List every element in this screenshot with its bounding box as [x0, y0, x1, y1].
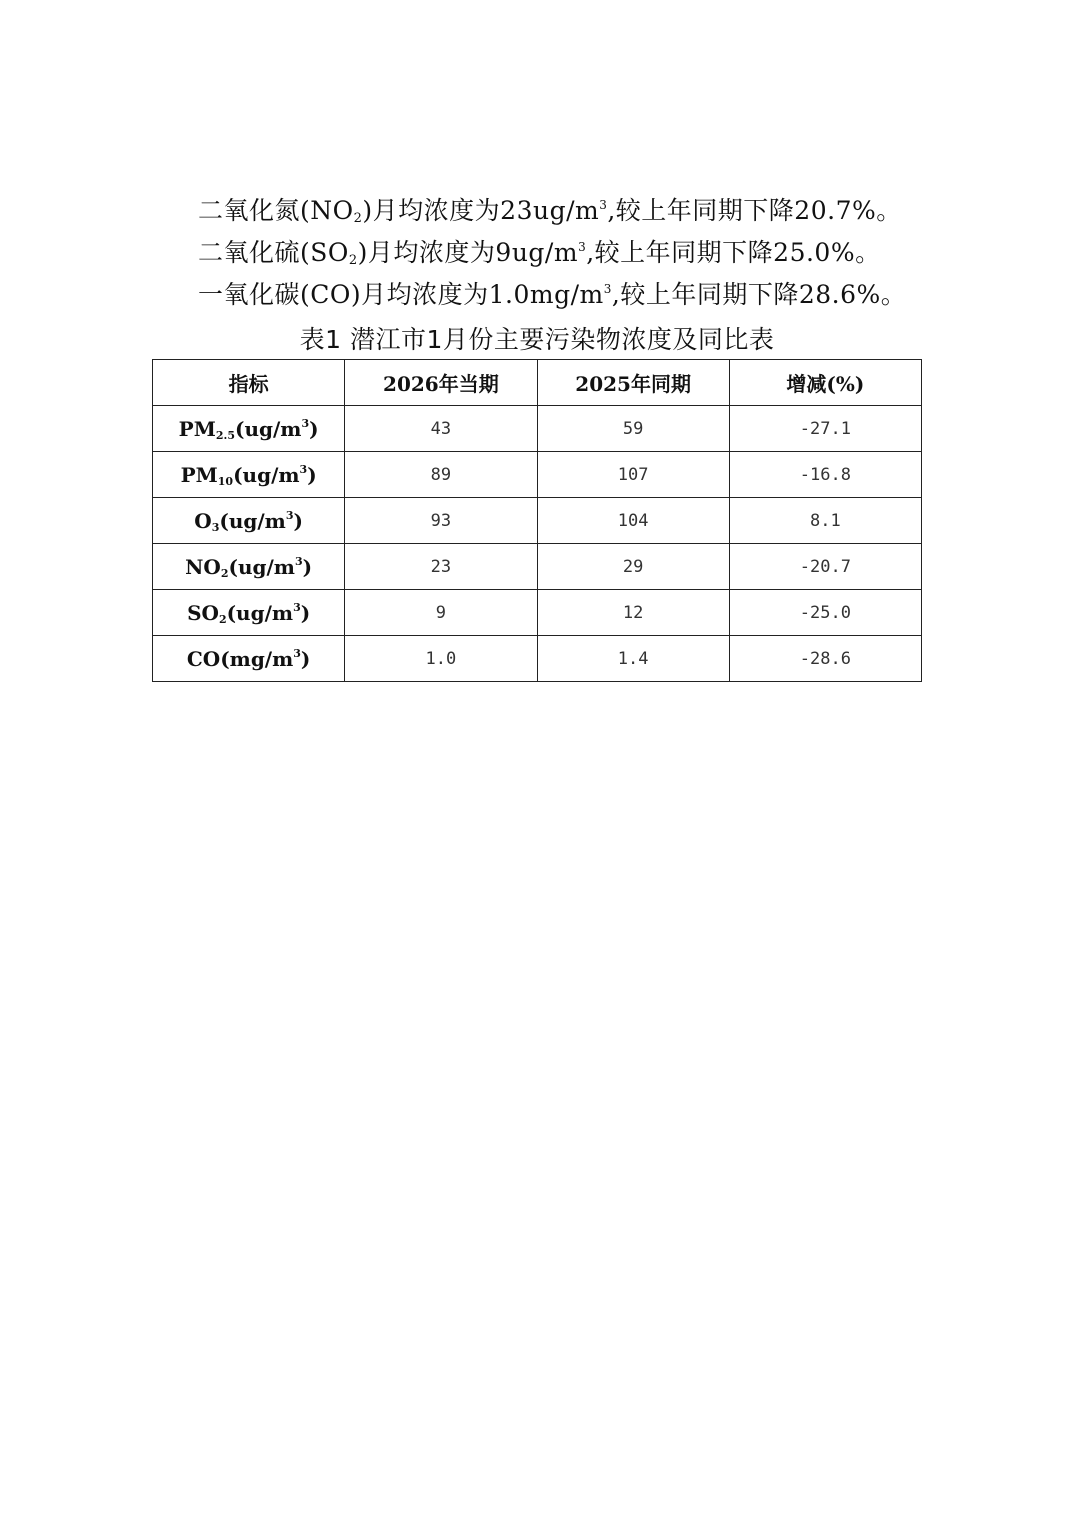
indicator-cell	[153, 406, 345, 452]
table-row	[153, 590, 922, 636]
indicator-unit-close: )	[302, 554, 313, 579]
table-row	[153, 544, 922, 590]
current-value-cell: 9	[345, 590, 537, 636]
indicator-subscript: 10	[217, 474, 234, 488]
current-value-cell: 43	[345, 406, 537, 452]
indicator-superscript: 3	[285, 508, 294, 522]
indicator-superscript: 3	[293, 646, 301, 660]
indicator-subscript: 3	[211, 520, 220, 534]
indicator-unit: (mg/m	[220, 646, 294, 671]
previous-value-cell: 1.4	[537, 636, 729, 682]
indicator-unit-close: )	[307, 462, 317, 487]
paragraph-text: ,较上年同期下降20.7%。	[607, 196, 902, 225]
current-value-cell: 23	[345, 544, 537, 590]
previous-value-cell: 107	[537, 452, 729, 498]
indicator-unit: (ug/m	[226, 600, 294, 625]
table-row	[153, 406, 922, 452]
indicator-unit: (ug/m	[233, 462, 300, 487]
indicator-cell	[153, 636, 345, 682]
indicator-subscript: 2	[220, 566, 229, 580]
current-value-cell: 89	[345, 452, 537, 498]
indicator-unit-close: )	[300, 646, 311, 671]
paragraph-text: ,较上年同期下降25.0%。	[586, 238, 881, 267]
indicator-text: CO	[186, 646, 221, 671]
indicator-text: SO	[187, 600, 219, 625]
indicator-text: PM	[180, 462, 218, 487]
paragraph-text: 二氧化硫(SO	[198, 238, 349, 267]
header-previous-period: 2025年同期	[537, 360, 729, 406]
previous-value-cell: 12	[537, 590, 729, 636]
indicator-text: NO	[185, 554, 221, 579]
superscript: 3	[599, 198, 608, 212]
indicator-cell	[153, 544, 345, 590]
indicator-cell	[153, 590, 345, 636]
change-value-cell: -25.0	[729, 590, 921, 636]
change-value-cell: -27.1	[729, 406, 921, 452]
subscript: 2	[348, 253, 358, 268]
indicator-cell	[153, 452, 345, 498]
indicator-cell	[153, 498, 345, 544]
paragraph-text: )月均浓度为23ug/m	[362, 196, 600, 225]
indicator-unit: (ug/m	[228, 554, 295, 579]
indicator-unit-close: )	[293, 508, 303, 533]
indicator-text: PM	[178, 416, 216, 441]
paragraph-text: )月均浓度为9ug/m	[357, 238, 579, 267]
indicator-text: O	[194, 508, 212, 533]
indicator-superscript: 3	[294, 554, 303, 568]
header-change: 增减(%)	[729, 360, 921, 406]
pollutant-table	[152, 359, 922, 682]
table-header-row	[153, 360, 922, 406]
table-row	[153, 636, 922, 682]
paragraph-text: 二氧化氮(NO	[198, 196, 354, 225]
header-current-period: 2026年当期	[345, 360, 537, 406]
change-value-cell: -20.7	[729, 544, 921, 590]
indicator-unit: (ug/m	[219, 508, 286, 533]
indicator-superscript: 3	[299, 462, 308, 476]
indicator-unit-close: )	[309, 416, 319, 441]
change-value-cell: 8.1	[729, 498, 921, 544]
table-row	[153, 452, 922, 498]
table-caption: 表1 潜江市1月份主要污染物浓度及同比表	[299, 325, 775, 354]
indicator-subscript: 2.5	[215, 428, 235, 442]
table-row	[153, 498, 922, 544]
indicator-unit: (ug/m	[234, 416, 302, 441]
paragraph-text: 一氧化碳(CO)月均浓度为1.0mg/m	[198, 280, 604, 309]
indicator-unit-close: )	[300, 600, 311, 625]
indicator-subscript: 2	[218, 612, 227, 626]
change-value-cell: -16.8	[729, 452, 921, 498]
current-value-cell: 1.0	[345, 636, 537, 682]
paragraph-no2	[198, 196, 902, 226]
current-value-cell: 93	[345, 498, 537, 544]
paragraph-text: ,较上年同期下降28.6%。	[611, 280, 907, 309]
previous-value-cell: 29	[537, 544, 729, 590]
change-value-cell: -28.6	[729, 636, 921, 682]
indicator-superscript: 3	[301, 416, 310, 430]
superscript: 3	[578, 240, 587, 254]
subscript: 2	[353, 211, 363, 226]
previous-value-cell: 59	[537, 406, 729, 452]
previous-value-cell: 104	[537, 498, 729, 544]
indicator-superscript: 3	[293, 600, 301, 614]
superscript: 3	[603, 282, 612, 296]
header-indicator: 指标	[153, 360, 345, 406]
paragraph-co	[198, 280, 906, 310]
paragraph-so2	[198, 238, 881, 268]
